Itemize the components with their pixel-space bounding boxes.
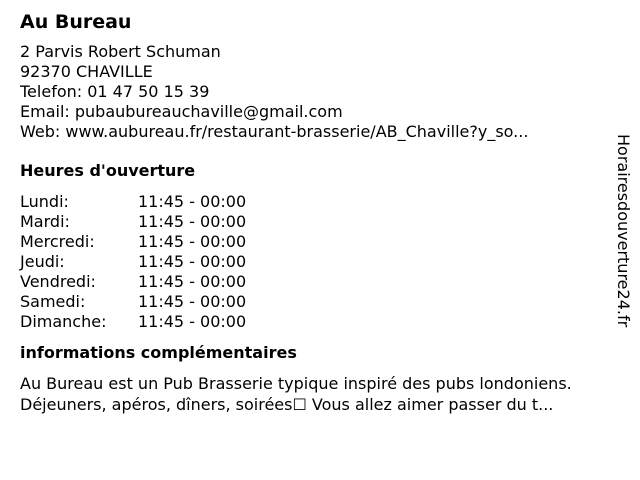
- hours-row-jeudi: [20, 252, 610, 272]
- website-url: Web: www.aubureau.fr/restaurant-brasserie/AB_Chaville?y_so...: [20, 122, 529, 141]
- business-name: Au Bureau: [20, 11, 132, 33]
- site-watermark: Horairesdouverture24.fr: [614, 134, 633, 328]
- opening-hours-heading: Heures d'ouverture: [20, 161, 196, 180]
- hours-day: Mardi:: [20, 212, 70, 231]
- address-city: 92370 CHAVILLE: [20, 62, 153, 81]
- description-line-2: Déjeuners, apéros, dîners, soirées☐ Vous allez aimer passer du t...: [20, 395, 554, 414]
- hours-row-mercredi: [20, 232, 610, 252]
- hours-time: 11:45 - 00:00: [138, 212, 247, 231]
- hours-time: 11:45 - 00:00: [138, 252, 247, 271]
- hours-day: Mercredi:: [20, 232, 95, 251]
- hours-row-vendredi: [20, 272, 610, 292]
- hours-day: Jeudi:: [20, 252, 65, 271]
- additional-info-heading: informations complémentaires: [20, 343, 297, 362]
- hours-day: Lundi:: [20, 192, 69, 211]
- hours-day: Dimanche:: [20, 312, 107, 331]
- hours-day: Samedi:: [20, 292, 86, 311]
- hours-time: 11:45 - 00:00: [138, 232, 247, 251]
- hours-time: 11:45 - 00:00: [138, 312, 247, 331]
- hours-row-mardi: [20, 212, 610, 232]
- hours-time: 11:45 - 00:00: [138, 292, 247, 311]
- hours-row-samedi: [20, 292, 610, 312]
- phone-number: Telefon: 01 47 50 15 39: [20, 82, 210, 101]
- hours-row-dimanche: [20, 312, 610, 332]
- business-card: [20, 10, 610, 415]
- description-line-1: Au Bureau est un Pub Brasserie typique inspiré des pubs londoniens.: [20, 374, 572, 393]
- opening-hours-table: [20, 192, 610, 332]
- address-street: 2 Parvis Robert Schuman: [20, 42, 221, 61]
- hours-time: 11:45 - 00:00: [138, 272, 247, 291]
- hours-time: 11:45 - 00:00: [138, 192, 247, 211]
- hours-day: Vendredi:: [20, 272, 96, 291]
- hours-row-lundi: [20, 192, 610, 212]
- email-address: Email: pubaubureauchaville@gmail.com: [20, 102, 343, 121]
